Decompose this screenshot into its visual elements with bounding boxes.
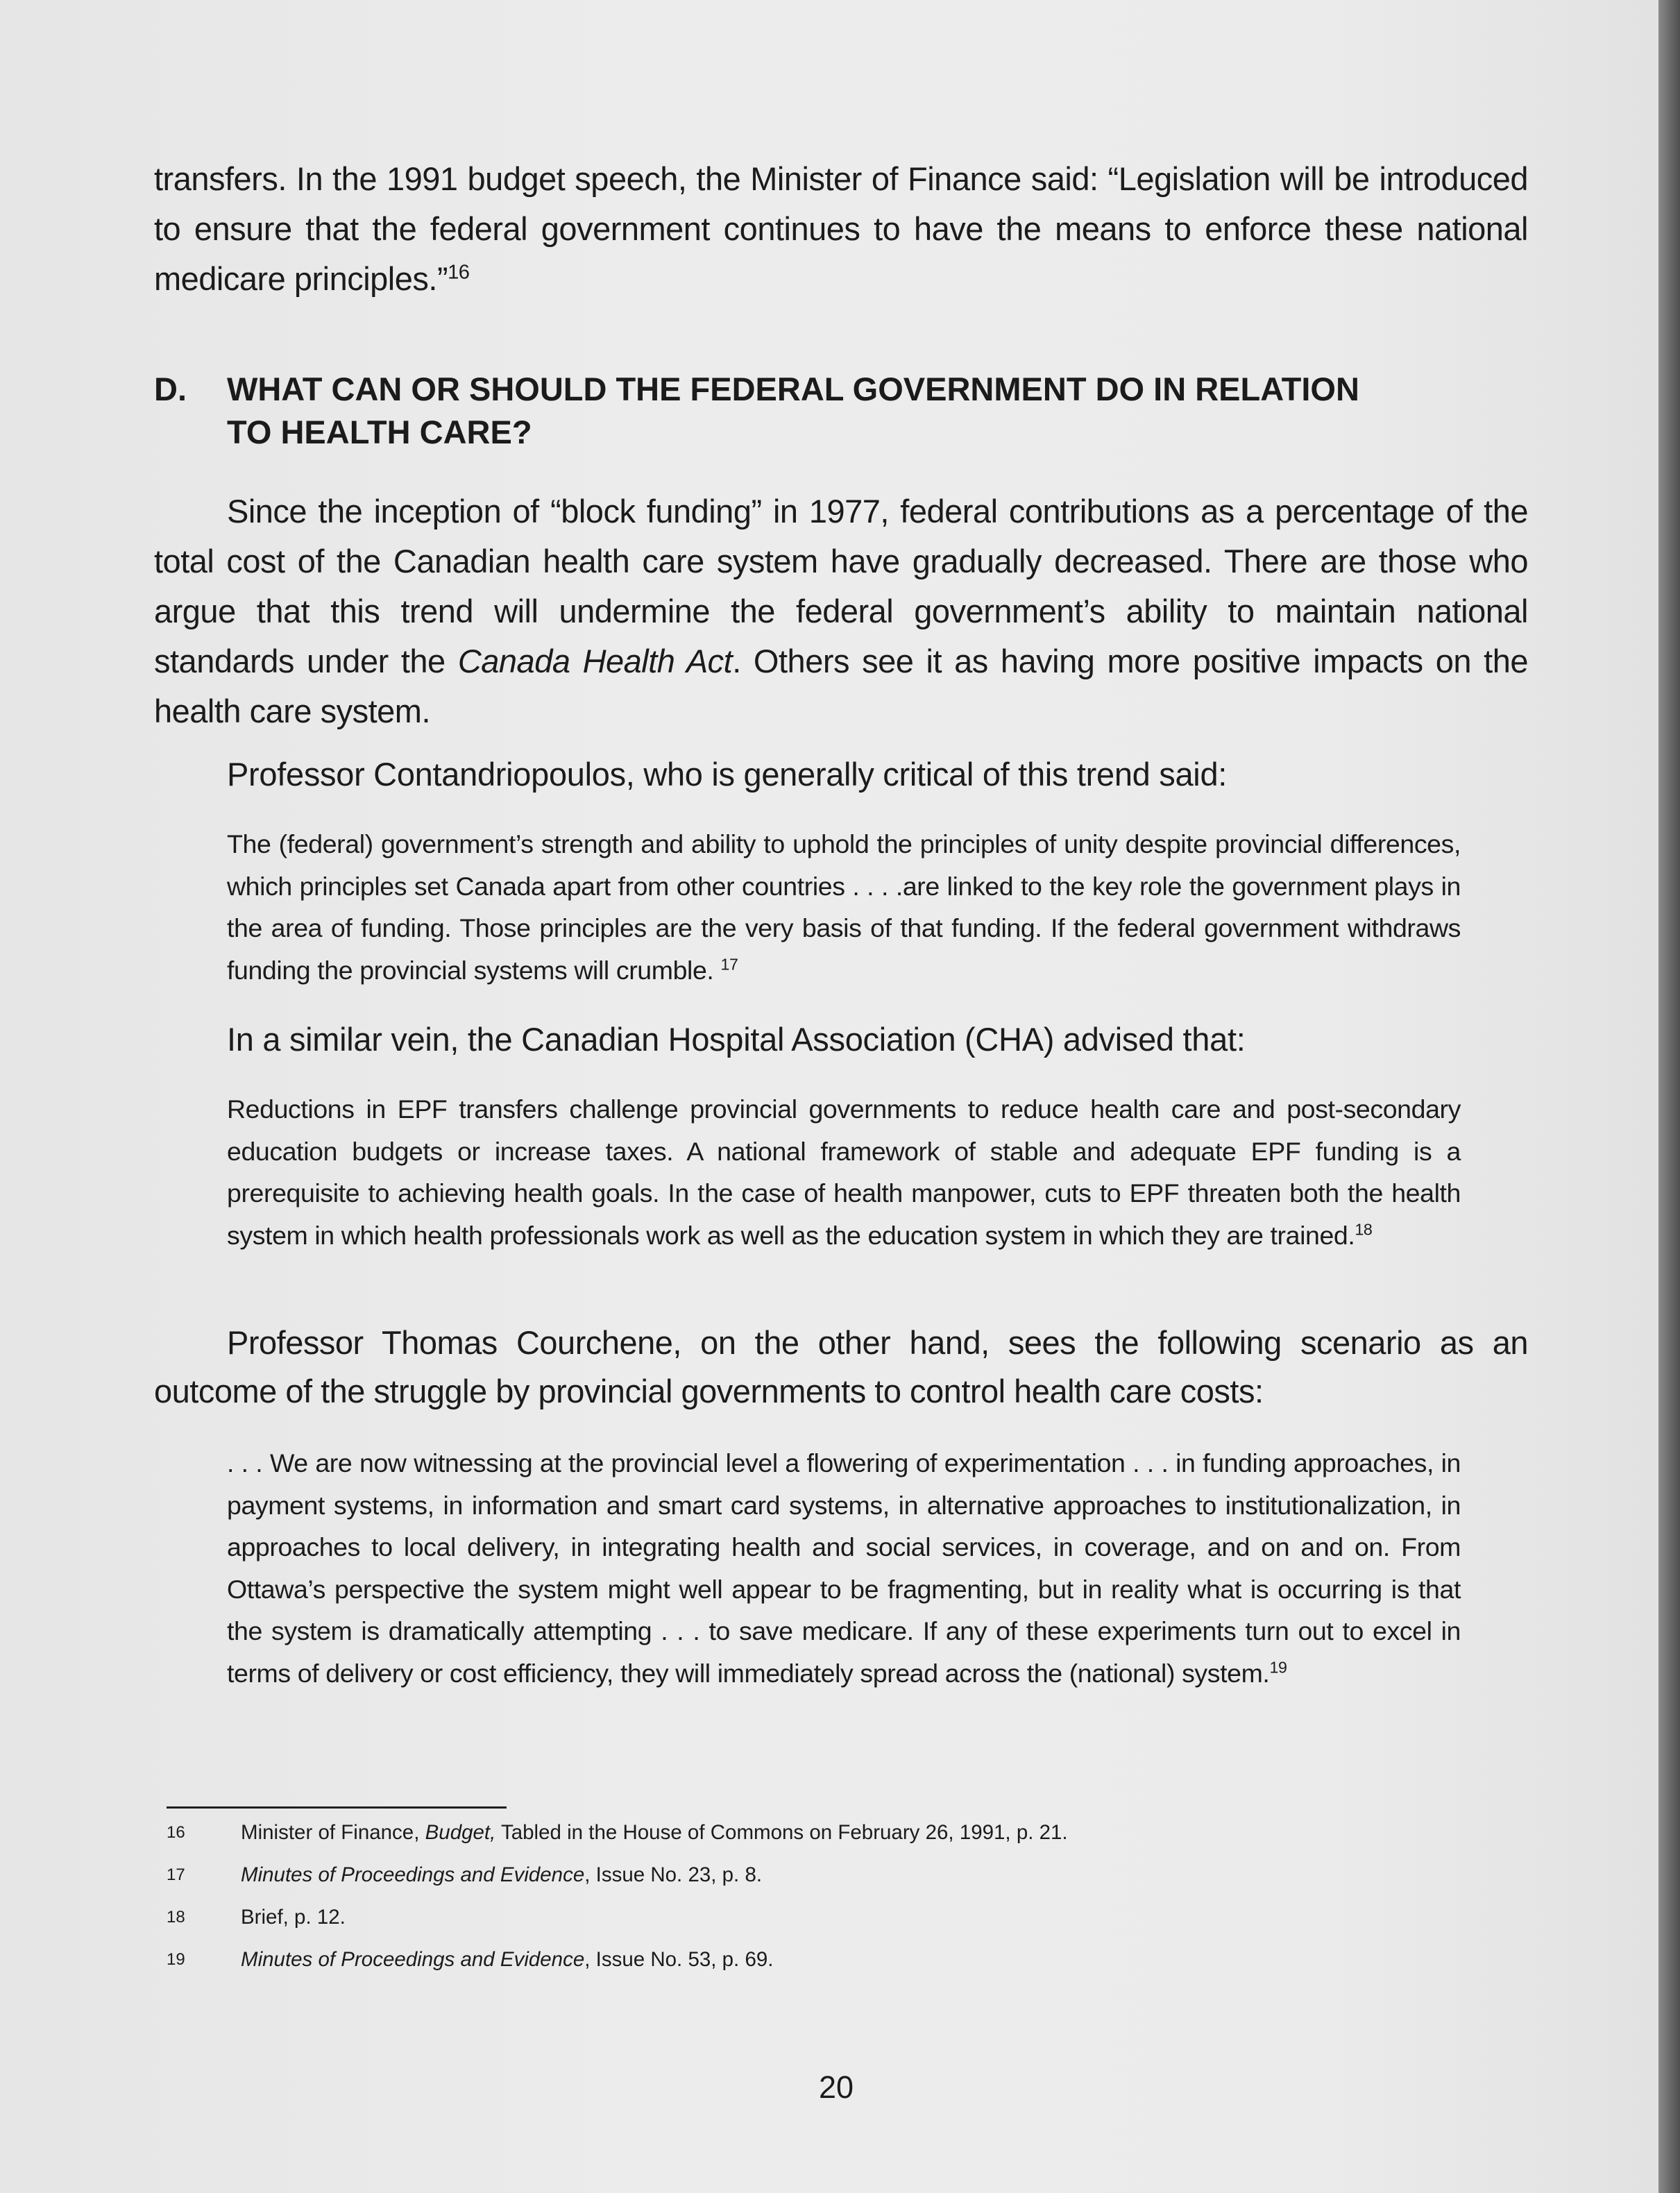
footnote-ref-17[interactable]: 17 bbox=[720, 955, 738, 973]
footnote-19: 19 Minutes of Proceedings and Evidence, Issue No. 53, p. 69. bbox=[167, 1946, 1416, 1974]
courchene-intro: Professor Thomas Courchene, on the other hand, sees the following scenario as an outcome of the struggle by provincial governments to control health care costs: bbox=[154, 1324, 1528, 1409]
section-letter: D. bbox=[154, 371, 187, 407]
footnote-divider bbox=[167, 1806, 507, 1809]
contandriopoulos-quote: The (federal) government’s strength and ability to uphold the principles of unity despite provincial differences, which principles set Canada apart from other countries . . . .are linked to the key role the government plays in the area of funding. Those principles are the very basis of that funding. If the federal government withdraws funding the provincial systems will crumble. $^{17}$ bbox=[227, 829, 1461, 985]
footnote-ref-18[interactable]: 18 bbox=[1355, 1220, 1373, 1238]
section-heading bbox=[154, 368, 1528, 454]
footnote-18: 18 Brief, p. 12. bbox=[167, 1904, 1416, 1931]
footnote-number: 16 bbox=[167, 1823, 185, 1842]
footnote-number: 17 bbox=[167, 1865, 185, 1884]
section-heading-line2: TO HEALTH CARE? bbox=[227, 414, 532, 450]
footnote-ref-19[interactable]: 19 bbox=[1269, 1658, 1287, 1676]
contandriopoulos-intro: Professor Contandriopoulos, who is generally critical of this trend said: bbox=[227, 756, 1228, 793]
footnote-16: 16 Minister of Finance, Budget, Tabled in the House of Commons on February 26, 1991, p. 21. bbox=[167, 1819, 1416, 1847]
courchene-quote: . . . We are now witnessing at the provincial level a flowering of experimentation . . . in funding approaches, in payment systems, in information and smart card systems, in alternative approaches to institutionalization, in approaches to local delivery, in integrating health and social services, in coverage, and on and on. From Ottawa’s perspective the system might well appear to be fragmenting, but in reality what is occurring is that the system is dramatically attempting . . . to save medicare. If any of these experiments turn out to excel in terms of delivery or cost efficiency, they will immediately spread across the (national) system.$^{19}$ bbox=[227, 1448, 1461, 1688]
top-paragraph: transfers. In the 1991 budget speech, the Minister of Finance said: “Legislation will be introduced to ensure that the federal government continues to have the means to enforce these national medicare principles.”$^{16}$ bbox=[154, 160, 1528, 297]
footnote-number: 18 bbox=[167, 1908, 185, 1927]
block-funding-paragraph: Since the inception of “block funding” in 1977, federal contributions as a percentage of the total cost of the Canadian health care system have gradually decreased. There are those who argue that this trend will undermine the federal government’s ability to maintain national standards under the Canada Health Act. Others see it as having more positive impacts on the health care system. bbox=[154, 493, 1529, 729]
page-number: 20 bbox=[818, 2069, 854, 2105]
cha-intro: In a similar vein, the Canadian Hospital Association (CHA) advised that: bbox=[227, 1021, 1246, 1058]
cha-quote: Reductions in EPF transfers challenge provincial governments to reduce health care and post-secondary education budgets or increase taxes. A national framework of stable and adequate EPF funding is a prerequisite to achieving health goals. In the case of health manpower, cuts to EPF threaten both the health system in which health professionals work as well as the education system in which they are trained.$^{18}$ bbox=[227, 1094, 1461, 1250]
act-title: Canada Health Act bbox=[457, 643, 733, 679]
footnote-number: 19 bbox=[167, 1950, 185, 1969]
page-edge-shadow bbox=[1658, 0, 1680, 2193]
footnote-ref-16[interactable]: 16 bbox=[448, 261, 470, 284]
footnote-17: 17 Minutes of Proceedings and Evidence, Issue No. 23, p. 8. bbox=[167, 1861, 1416, 1889]
section-heading-line1: WHAT CAN OR SHOULD THE FEDERAL GOVERNMENT DO IN RELATION bbox=[227, 371, 1359, 407]
